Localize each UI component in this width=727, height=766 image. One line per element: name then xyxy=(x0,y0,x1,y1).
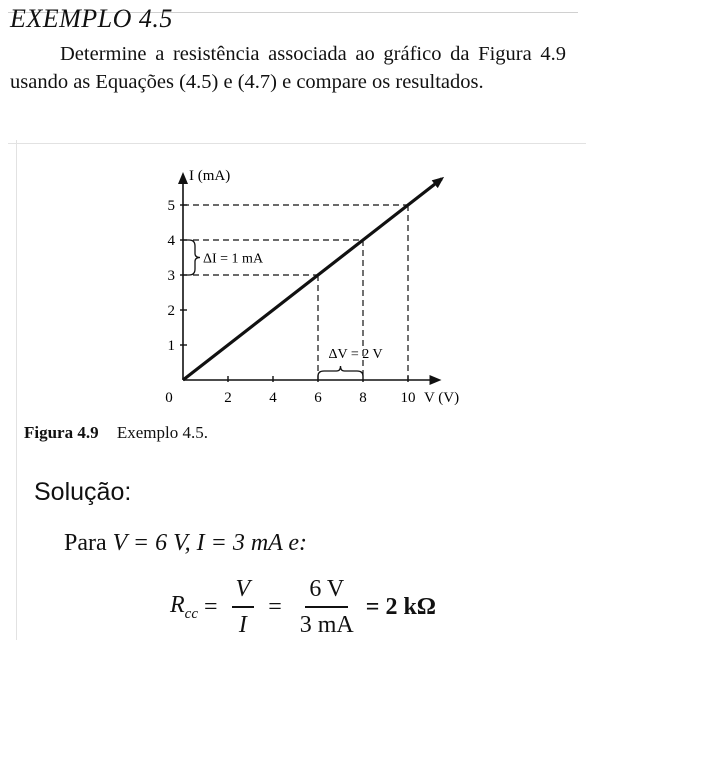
y-ticks xyxy=(168,198,188,354)
delta-i-label: ΔI = 1 mA xyxy=(203,251,264,267)
solution-heading: Solução: xyxy=(34,478,132,506)
resistance-equation xyxy=(170,574,436,640)
fraction-v-over-i xyxy=(232,574,255,640)
delta-v-label: ΔV = 2 V xyxy=(328,347,383,362)
delta-v-brace xyxy=(318,366,363,376)
example-statement xyxy=(10,40,566,96)
equals-sign-2: = xyxy=(268,593,282,620)
figure-caption xyxy=(24,423,208,443)
fraction-values xyxy=(296,574,358,640)
section-divider xyxy=(8,143,586,144)
delta-i-brace xyxy=(189,240,200,275)
solution-prefix: Para xyxy=(64,530,107,556)
fraction2-denominator: 3 mA xyxy=(299,612,354,638)
fraction1-numerator: V xyxy=(232,574,255,608)
y-tick-label: 4 xyxy=(167,233,175,249)
left-margin-rule xyxy=(16,140,17,640)
example-title: EXEMPLO 4.5 xyxy=(10,4,173,33)
data-series xyxy=(183,179,442,380)
x-tick-label: 2 xyxy=(224,390,232,406)
figure-caption-text: Exemplo 4.5. xyxy=(116,423,208,442)
eq-lhs-symbol: R xyxy=(170,591,185,618)
y-tick-label: 1 xyxy=(167,338,175,354)
y-tick-label: 3 xyxy=(167,268,175,284)
x-tick-label: 4 xyxy=(269,390,277,406)
fraction1-denominator: I xyxy=(238,612,247,638)
y-tick-label: 5 xyxy=(167,198,175,214)
x-axis-label: V (V) xyxy=(424,390,460,406)
x-tick-label: 8 xyxy=(359,390,367,406)
y-axis-label: I (mA) xyxy=(189,168,231,184)
solution-condition xyxy=(64,530,307,557)
solution-current: I = 3 mA e: xyxy=(196,530,308,556)
x-tick-label: 10 xyxy=(400,390,416,406)
example-body-text: Determine a resistência associada ao gráfico da Figura 4.9 usando as Equações (4.5) e (4.7) e compare os resultados. xyxy=(10,43,566,93)
eq-lhs xyxy=(170,592,198,623)
x-tick-label: 0 xyxy=(165,390,173,406)
series-line xyxy=(183,179,442,380)
fraction2-numerator: 6 V xyxy=(305,574,348,608)
x-tick-label: 6 xyxy=(314,390,322,406)
equals-sign: = xyxy=(204,593,218,620)
solution-voltage: V = 6 V, xyxy=(112,530,191,556)
iv-chart xyxy=(160,162,480,412)
y-tick-label: 2 xyxy=(167,303,175,319)
figure-caption-label: Figura 4.9 xyxy=(24,423,99,442)
equation-result: = 2 kΩ xyxy=(365,593,437,620)
eq-lhs-subscript: cc xyxy=(184,605,198,622)
